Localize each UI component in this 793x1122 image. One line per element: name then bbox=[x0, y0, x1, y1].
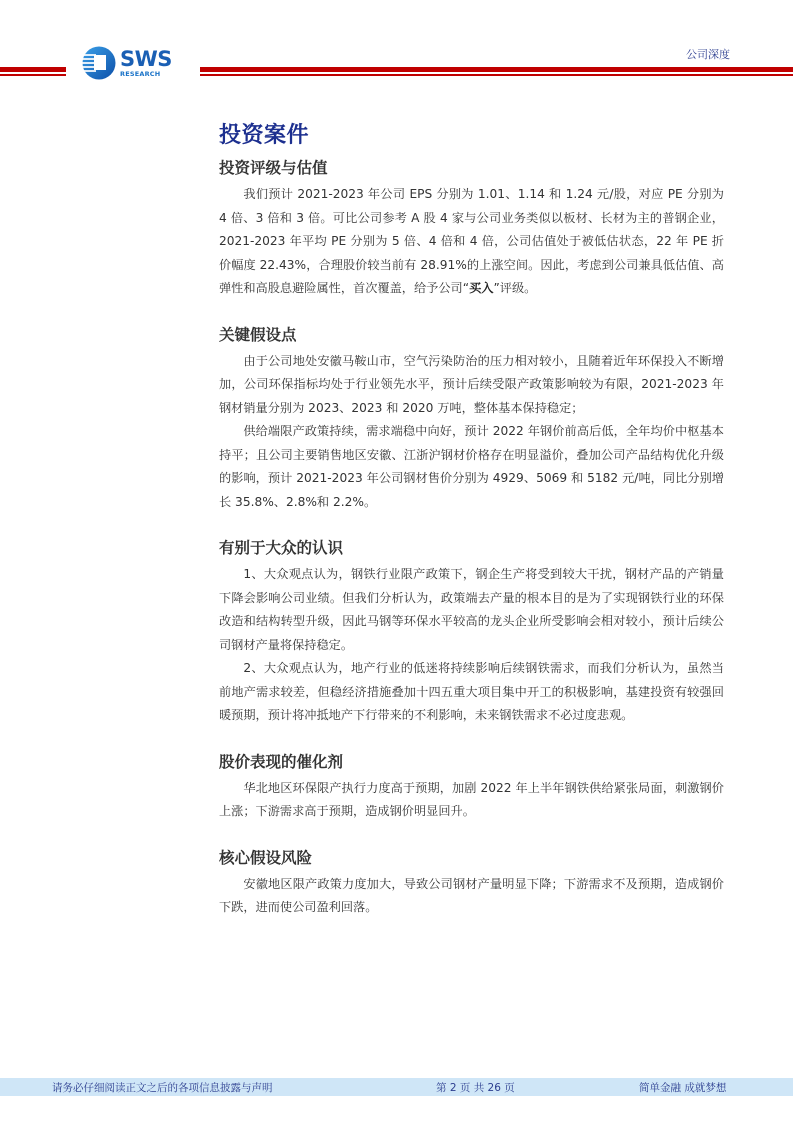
section-heading: 投资评级与估值 bbox=[219, 159, 328, 177]
header-rule-right bbox=[200, 67, 793, 76]
paragraph: 由于公司地处安徽马鞍山市，空气污染防治的压力相对较小，且随着近年环保投入不断增加，公司环保指标均处于行业领先水平，预计后续受限产政策影响较为有限，2021-2023 年钢材销量分别为 2023、2023 和 2020 万吨，整体基本保持稳定； bbox=[219, 353, 724, 415]
section-heading: 股价表现的催化剂 bbox=[219, 752, 344, 771]
sws-research-logo bbox=[82, 45, 182, 81]
rating-buy: 买入 bbox=[469, 281, 494, 295]
main-content bbox=[219, 118, 724, 920]
footer-page-number: 第 2 页 共 26 页 bbox=[436, 1082, 515, 1094]
page-title: 投资案件 bbox=[219, 123, 310, 148]
sws-logo-mark-icon bbox=[82, 46, 116, 80]
section-catalysts bbox=[219, 748, 724, 824]
paragraph: 安徽地区限产政策力度加大，导致公司钢材产量明显下降；下游需求不及预期，造成钢价下跌，进而使公司盈利回落。 bbox=[219, 876, 724, 914]
section-heading: 关键假设点 bbox=[219, 325, 297, 344]
footer-disclaimer: 请务必仔细阅读正文之后的各项信息披露与声明 bbox=[52, 1082, 273, 1094]
header-rule-left bbox=[0, 67, 66, 76]
logo-subtitle: RESEARCH bbox=[120, 69, 161, 78]
paragraph: 华北地区环保限产执行力度高于预期，加剧 2022 年上半年钢铁供给紧张局面，刺激钢价上涨；下游需求高于预期，造成钢价明显回升。 bbox=[219, 780, 724, 818]
paragraph: 供给端限产政策持续，需求端稳中向好，预计 2022 年钢价前高后低，全年均价中枢基本持平；且公司主要销售地区安徽、江浙沪钢材价格存在明显溢价，叠加公司产品结构优化升级的影响，预计 2021-2023 年公司钢材售价分别为 4929、5069 和 5182 元/吨，同比分别增长 35.8%、2.8%和 2.2%。 bbox=[219, 424, 724, 509]
section-heading: 核心假设风险 bbox=[219, 848, 313, 867]
page-footer bbox=[0, 1078, 793, 1096]
paragraph: 2、大众观点认为，地产行业的低迷将持续影响后续钢铁需求，而我们分析认为，虽然当前地产需求较差，但稳经济措施叠加十四五重大项目集中开工的积极影响，基建投资有较强回暖预期，预计将冲抵地产下行带来的不利影响，未来钢铁需求不必过度悲观。 bbox=[219, 661, 724, 722]
paragraph: 1、大众观点认为，钢铁行业限产政策下，钢企生产将受到较大干扰，钢材产品的产销量下降会影响公司业绩。但我们分析认为，政策端去产量的根本目的是为了实现钢铁行业的环保改造和结构转型升级，因此马钢等环保水平较高的龙头企业所受影响会相对较小，预计后续公司钢材产量将保持稳定。 bbox=[219, 567, 724, 652]
paragraph: 我们预计 2021-2023 年公司 EPS 分别为 1.01、1.14 和 1.24 元/股，对应 PE 分别为 4 倍、3 倍和 3 倍。可比公司参考 A 股 4 家与公司业务类似以板材、长材为主的普钢企业，2021-2023 年平均 PE 分别为 5 倍、4 倍和 4 倍，公司估值处于被低估状态，22 年 PE 折价幅度 22.43%，合理股价较当前有 28.91%的上涨空间。因此，考虑到公司兼具低估值、高弹性和高股息避险属性，首次覆盖，给予公司“买入”评级。 bbox=[219, 187, 724, 295]
section-differentiated-view bbox=[219, 534, 724, 728]
section-key-assumptions bbox=[219, 321, 724, 515]
footer-slogan: 简单金融 成就梦想 bbox=[639, 1082, 727, 1094]
document-type-label: 公司深度 bbox=[686, 48, 730, 61]
section-heading: 有别于大众的认识 bbox=[219, 539, 344, 557]
section-rating-valuation bbox=[219, 154, 724, 301]
section-risks bbox=[219, 844, 724, 920]
logo-wordmark: SWS bbox=[120, 46, 172, 71]
